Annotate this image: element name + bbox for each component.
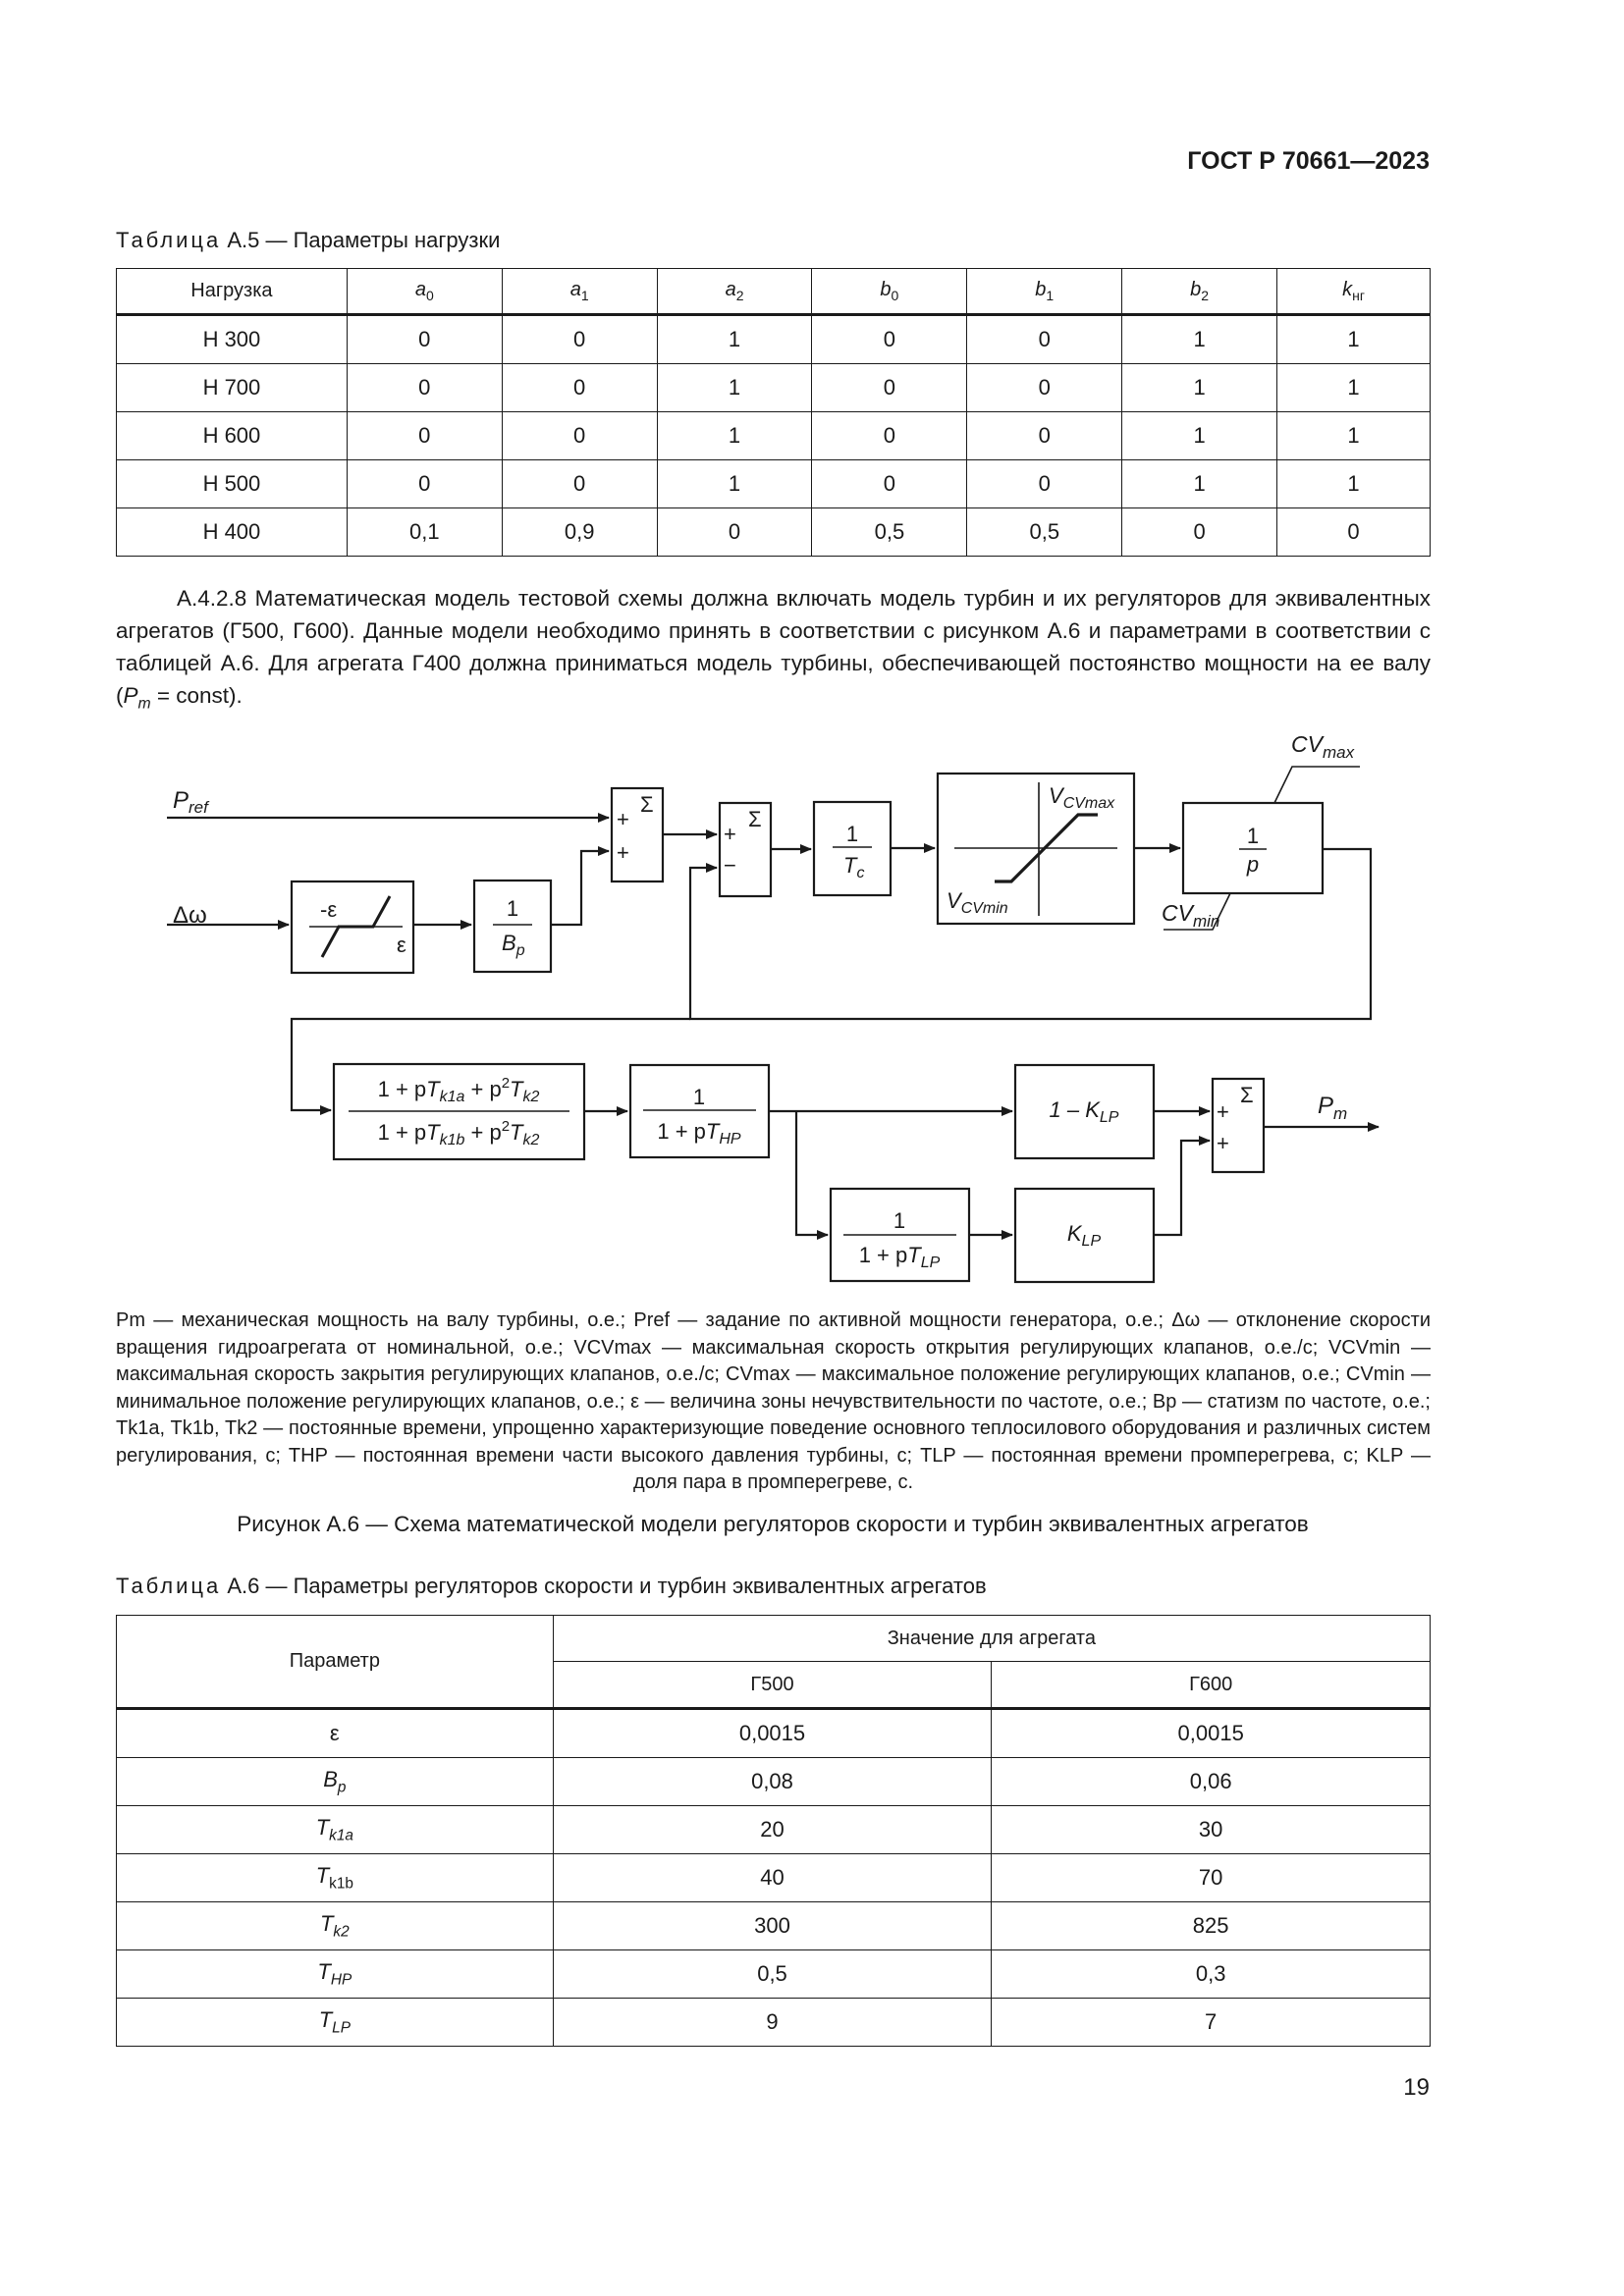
table-cell: 0 (1122, 508, 1277, 557)
table-cell: 1 (1277, 412, 1431, 460)
paragraph-text: А.4.2.8 Математическая модель тестовой схемы должна включать модель турбин и их регуляторов для эквивалентных агрегатов (Г500, Г600). Данные модели необходимо принять в соответствии с рисунком А.6 и параметрами в соответствии с таблицей А.6. Для агрегата Г400 должна приниматься модель турбины, обеспечивающей постоянство мощности на ее валу ( (116, 586, 1431, 708)
table-cell: 0 (812, 412, 967, 460)
svg-text:Σ: Σ (1240, 1083, 1254, 1107)
sum3-block (1213, 1079, 1264, 1172)
svg-text:1: 1 (1246, 824, 1260, 848)
col-header-load: Нагрузка (117, 269, 348, 315)
param-cell: ε (117, 1709, 554, 1758)
table-row (117, 364, 1431, 412)
table-a6-caption (116, 1574, 987, 1599)
table-cell: 825 (992, 1902, 1431, 1950)
param-cell: $T_{k1b}$ (117, 1854, 554, 1902)
table-row (117, 1709, 1431, 1758)
col-header-b0: $b_0$ (812, 269, 967, 315)
figure-legend: Pm — механическая мощность на валу турбины, о.е.; Pref — задание по активной мощности генератора, о.е.; Δω — отклонение скорости вращения гидроагрегата от номинальной, о.е.; VCVmax — максимальная скорость открытия регулирующих клапанов, о.е./с; VCVmin — максимальная скорость закрытия регулирующих клапанов, о.е./с; CVmax — максимальное положение регулирующих клапанов, о.е.; CVmin — минимальное положение регулирующих клапанов, о.е.; ε — величина зоны нечувствительности по частоте, о.е.; Bp — статизм по частоте, о.е.; Tk1a, Tk1b, Tk2 — постоянные времени, упрощенно характеризующие поведение основного теплосилового оборудования и различных систем регулирования, с; THP — постоянная времени части высокого давления турбины, с; TLP — постоянная времени промперегрева, с; KLP — доля пара в промперегреве, с. (116, 1309, 1431, 1493)
table-cell: 1 (657, 315, 812, 364)
svg-text:1: 1 (845, 822, 859, 846)
svg-text:1 + pTk1b + p2Tk2: $1 + pT_{k1b} + p^2T_{k2}$ (377, 1118, 540, 1148)
table-cell: 0 (502, 412, 657, 460)
document-header: ГОСТ Р 70661—2023 (1187, 147, 1430, 175)
svg-text:1 + pTk1a + p2Tk2: $1 + pT_{k1a} + p^2T_{k2}$ (377, 1075, 540, 1105)
table-cell: 1 (1122, 460, 1277, 508)
table-cell: 0 (347, 315, 502, 364)
svg-text:+: + (617, 840, 629, 865)
table-a6 (116, 1615, 1431, 2047)
pm-symbol: P (123, 683, 138, 708)
col-header-k: $k_{нг}$ (1277, 269, 1431, 315)
table-cell: 0 (967, 364, 1122, 412)
table-cell: 0 (967, 315, 1122, 364)
param-cell: $T_{LP}$ (117, 1999, 554, 2047)
cvmin-label: $CV_{min}$ (1162, 900, 1220, 931)
g500-header: Г500 (553, 1662, 992, 1709)
col-header-a0: $a_0$ (347, 269, 502, 315)
table-cell: 0,06 (992, 1758, 1431, 1806)
table-row (117, 1902, 1431, 1950)
svg-text:1 + pTHP: $1 + pT_{HP}$ (657, 1119, 741, 1148)
table-header-row (117, 1616, 1431, 1662)
integrator-block (1183, 803, 1323, 893)
table-a5 (116, 268, 1431, 557)
col-header-b2: $b_2$ (1122, 269, 1277, 315)
table-row (117, 315, 1431, 364)
table-cell: 1 (657, 460, 812, 508)
col-header-a1: $a_1$ (502, 269, 657, 315)
pm-label: $P_m$ (1318, 1093, 1348, 1123)
cvmax-label: $CV_{max}$ (1291, 731, 1355, 762)
table-row (117, 508, 1431, 557)
table-cell: Н 300 (117, 315, 348, 364)
table-cell: 0,9 (502, 508, 657, 557)
table-cell: 0 (502, 460, 657, 508)
table-cell: 1 (1122, 364, 1277, 412)
table-cell: 0 (347, 364, 502, 412)
pref-label: $P_{ref}$ (173, 787, 208, 817)
block-diagram (0, 717, 1624, 1286)
table-cell: 0 (967, 460, 1122, 508)
table-cell: 1 (1277, 315, 1431, 364)
table-cell: 1 (1277, 460, 1431, 508)
table-cell: Н 600 (117, 412, 348, 460)
table-cell: 0,5 (967, 508, 1122, 557)
caption-rest: А.6 — Параметры регуляторов скорости и турбин эквивалентных агрегатов (221, 1574, 987, 1598)
svg-text:+: + (1217, 1099, 1229, 1124)
svg-text:+: + (1217, 1131, 1229, 1155)
svg-text:+: + (617, 807, 629, 831)
svg-text:+: + (724, 822, 736, 846)
table-cell: 300 (553, 1902, 992, 1950)
table-cell: 9 (553, 1999, 992, 2047)
table-cell: 0,1 (347, 508, 502, 557)
vcvmin-label: $V_{CVmin}$ (947, 888, 1008, 917)
col-header-b1: $b_1$ (967, 269, 1122, 315)
table-cell: 0 (347, 460, 502, 508)
table-cell: 0 (812, 315, 967, 364)
table-header-row (117, 269, 1431, 315)
table-cell: 1 (1122, 412, 1277, 460)
vcvmax-label: $V_{CVmax}$ (1049, 783, 1115, 812)
domega-label: Δω (173, 902, 207, 929)
tc-block (814, 802, 891, 895)
sum2-block (720, 803, 771, 896)
value-header: Значение для агрегата (553, 1616, 1430, 1662)
table-row (117, 460, 1431, 508)
paragraph-a428: А.4.2.8 Математическая модель тестовой схемы должна включать модель турбин и их регуляторов для эквивалентных агрегатов (Г500, Г600). Данные модели необходимо принять в соответствии с рисунком А.6 и параметрами в соответствии с таблицей А.6. Для агрегата Г400 должна приниматься модель турбины, обеспечивающей постоянство мощности на ее валу ($P_m$ = const). (116, 586, 1431, 713)
table-cell: 1 (657, 412, 812, 460)
svg-text:1: 1 (893, 1208, 906, 1233)
table-cell: 70 (992, 1854, 1431, 1902)
minus-eps-label: -ε (320, 897, 338, 922)
table-cell: 0,5 (553, 1950, 992, 1999)
param-cell: $T_{HP}$ (117, 1950, 554, 1999)
table-row (117, 412, 1431, 460)
table-cell: 0,5 (812, 508, 967, 557)
table-cell: 0 (967, 412, 1122, 460)
table-cell: 0 (657, 508, 812, 557)
caption-prefix: Таблица (116, 1574, 222, 1598)
table-cell: 30 (992, 1806, 1431, 1854)
table-cell: 7 (992, 1999, 1431, 2047)
table-cell: 0,3 (992, 1950, 1431, 1999)
table-a5-caption (116, 228, 500, 253)
table-cell: 0 (502, 364, 657, 412)
table-cell: 1 (1277, 364, 1431, 412)
table-cell: 0 (347, 412, 502, 460)
caption-rest: А.5 — Параметры нагрузки (221, 228, 501, 252)
table-row (117, 1854, 1431, 1902)
bp-to-sum1-line (551, 851, 609, 925)
table-cell: 0,0015 (992, 1709, 1431, 1758)
table-cell: 0,0015 (553, 1709, 992, 1758)
param-cell: $T_{k1a}$ (117, 1806, 554, 1854)
caption-prefix: Таблица (116, 228, 222, 252)
table-cell: Н 400 (117, 508, 348, 557)
svg-text:Σ: Σ (640, 792, 654, 817)
svg-text:1 – KLP: $1 - K_{LP}$ (1049, 1097, 1119, 1126)
table-cell: 0 (502, 315, 657, 364)
param-cell: $T_{k2}$ (117, 1902, 554, 1950)
table-cell: 20 (553, 1806, 992, 1854)
svg-text:Tc: $T_c$ (843, 853, 865, 881)
table-cell: 0,08 (553, 1758, 992, 1806)
bp-block (474, 881, 551, 972)
svg-text:−: − (724, 853, 736, 878)
svg-text:1 + pTLP: $1 + pT_{LP}$ (858, 1243, 941, 1271)
col-header-a2: $a_2$ (657, 269, 812, 315)
table-cell: Н 500 (117, 460, 348, 508)
page-number: 19 (1403, 2074, 1430, 2101)
svg-text:1: 1 (692, 1085, 706, 1109)
table-row (117, 1806, 1431, 1854)
sum1-block (612, 788, 663, 881)
eps-label: ε (397, 933, 406, 957)
param-header: Параметр (117, 1616, 554, 1709)
svg-text:KLP: $K_{LP}$ (1066, 1221, 1102, 1250)
svg-text:1: 1 (506, 896, 519, 921)
figure-caption: Рисунок А.6 — Схема математической модели регуляторов скорости и турбин эквивалентных агрегатов (237, 1512, 1309, 1536)
g600-header: Г600 (992, 1662, 1431, 1709)
table-cell: 0 (812, 460, 967, 508)
svg-text:Bp: $B_p$ (502, 931, 525, 959)
table-cell: 1 (1122, 315, 1277, 364)
svg-text:Σ: Σ (748, 807, 762, 831)
table-cell: 0 (812, 364, 967, 412)
table-cell: 40 (553, 1854, 992, 1902)
table-cell: Н 700 (117, 364, 348, 412)
feedback-line (690, 849, 1371, 1019)
table-row (117, 1999, 1431, 2047)
table-row (117, 1758, 1431, 1806)
table-row (117, 1950, 1431, 1999)
param-cell: $B_p$ (117, 1758, 554, 1806)
table-cell: 1 (657, 364, 812, 412)
table-cell: 0 (1277, 508, 1431, 557)
svg-text:p: p (1246, 852, 1260, 877)
